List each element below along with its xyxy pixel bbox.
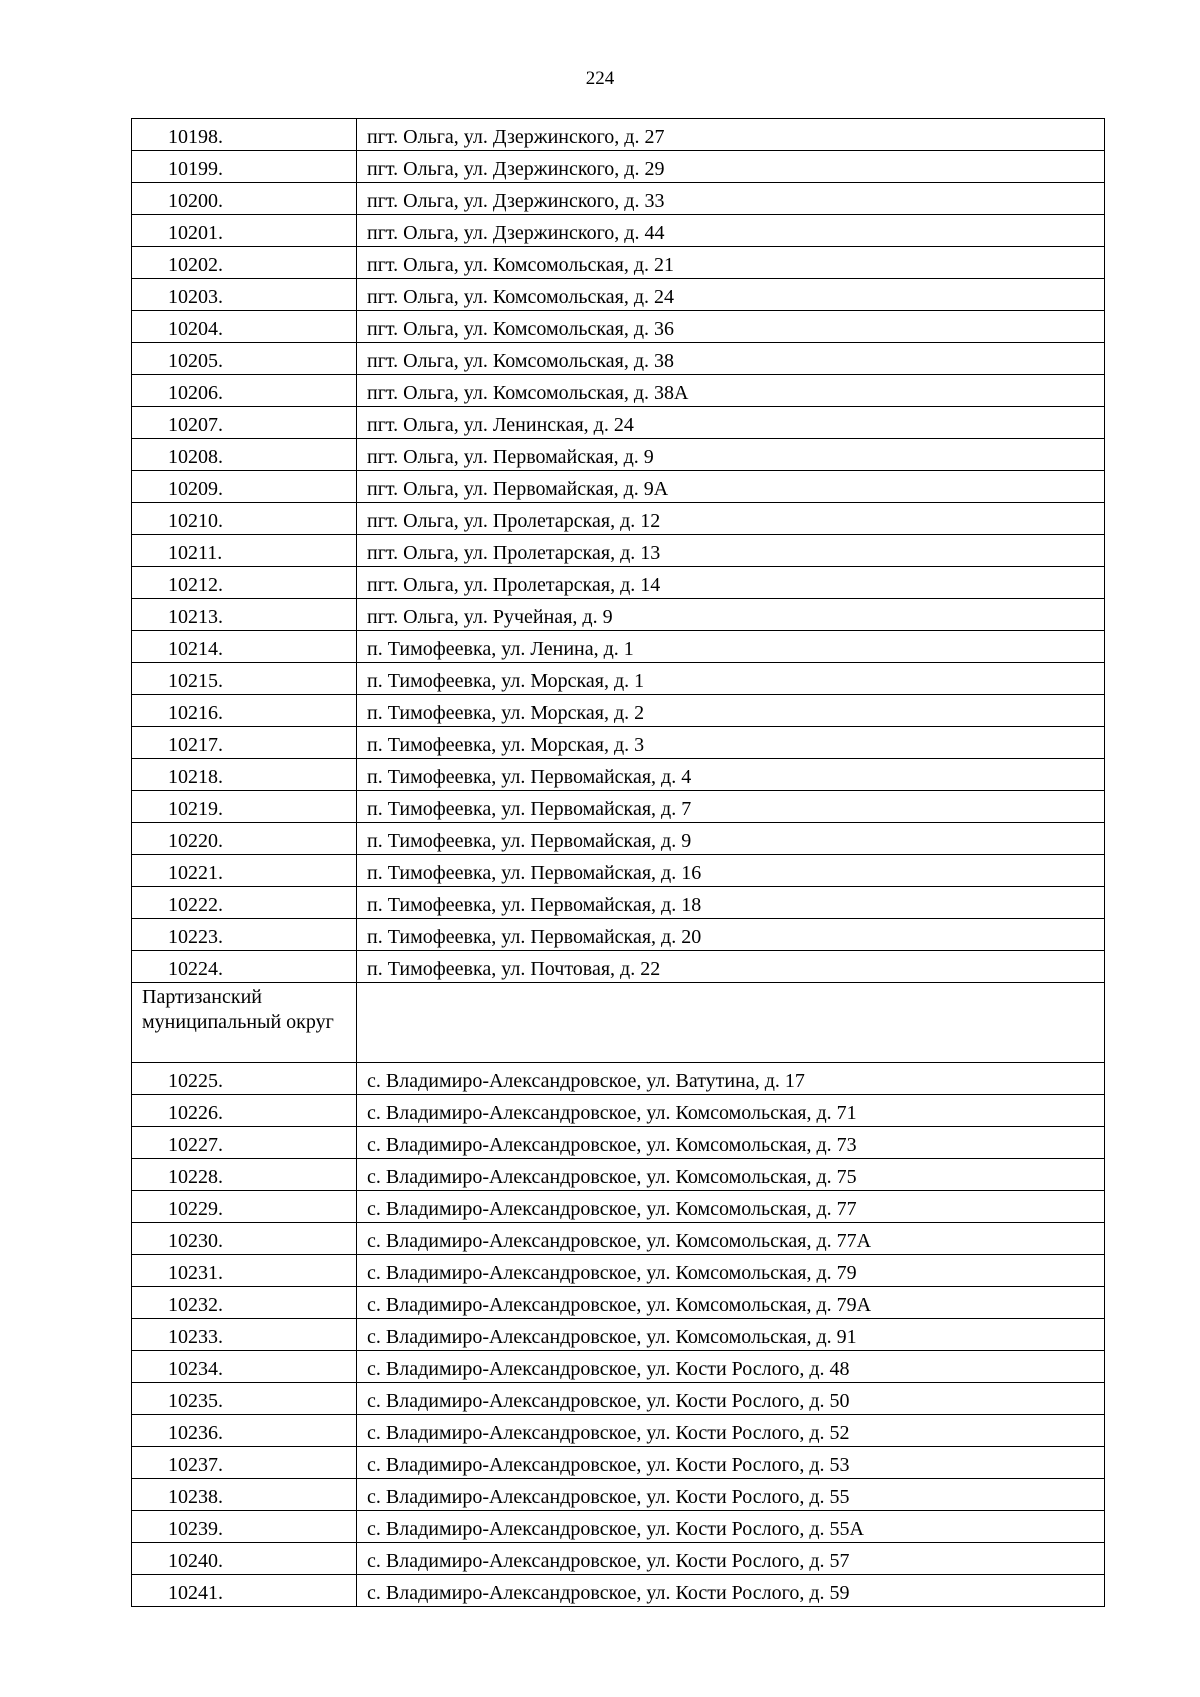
table-row: [132, 407, 1105, 439]
row-address: с. Владимиро-Александровское, ул. Кости Рослого, д. 50: [357, 1383, 1105, 1415]
row-number: 10207.: [132, 407, 357, 439]
row-number: 10210.: [132, 503, 357, 535]
row-number: 10220.: [132, 823, 357, 855]
table-row: [132, 791, 1105, 823]
table-row: [132, 1383, 1105, 1415]
row-number: 10235.: [132, 1383, 357, 1415]
row-number: 10237.: [132, 1447, 357, 1479]
table-row: [132, 1063, 1105, 1095]
row-address: п. Тимофеевка, ул. Почтовая, д. 22: [357, 951, 1105, 983]
row-number: 10233.: [132, 1319, 357, 1351]
row-address: с. Владимиро-Александровское, ул. Комсомольская, д. 77А: [357, 1223, 1105, 1255]
row-address: п. Тимофеевка, ул. Ленина, д. 1: [357, 631, 1105, 663]
table-row: [132, 1575, 1105, 1607]
table-row: [132, 887, 1105, 919]
row-address: пгт. Ольга, ул. Комсомольская, д. 38А: [357, 375, 1105, 407]
section-address-cell: [357, 983, 1105, 1063]
row-address: п. Тимофеевка, ул. Первомайская, д. 16: [357, 855, 1105, 887]
row-number: 10219.: [132, 791, 357, 823]
row-address: с. Владимиро-Александровское, ул. Ватутина, д. 17: [357, 1063, 1105, 1095]
row-number: 10212.: [132, 567, 357, 599]
row-address: пгт. Ольга, ул. Комсомольская, д. 21: [357, 247, 1105, 279]
table-row: [132, 1351, 1105, 1383]
row-number: 10223.: [132, 919, 357, 951]
row-number: 10211.: [132, 535, 357, 567]
table-row: [132, 567, 1105, 599]
row-number: 10208.: [132, 439, 357, 471]
table-row: [132, 119, 1105, 151]
table-row: [132, 439, 1105, 471]
row-address: пгт. Ольга, ул. Первомайская, д. 9А: [357, 471, 1105, 503]
row-address: п. Тимофеевка, ул. Первомайская, д. 4: [357, 759, 1105, 791]
address-rows-group-a: [132, 119, 1105, 983]
row-number: 10213.: [132, 599, 357, 631]
row-number: 10205.: [132, 343, 357, 375]
row-number: 10198.: [132, 119, 357, 151]
section-label: Партизанский муниципальный округ: [132, 983, 357, 1063]
table-row: [132, 215, 1105, 247]
table-row: [132, 727, 1105, 759]
row-number: 10240.: [132, 1543, 357, 1575]
row-number: 10204.: [132, 311, 357, 343]
row-number: 10239.: [132, 1511, 357, 1543]
table-row: [132, 279, 1105, 311]
section-row: [132, 983, 1105, 1063]
table-row: [132, 1511, 1105, 1543]
table-row: [132, 1319, 1105, 1351]
table-row: [132, 759, 1105, 791]
row-address: п. Тимофеевка, ул. Морская, д. 2: [357, 695, 1105, 727]
row-number: 10230.: [132, 1223, 357, 1255]
row-address: пгт. Ольга, ул. Дзержинского, д. 33: [357, 183, 1105, 215]
row-address: с. Владимиро-Александровское, ул. Кости Рослого, д. 55: [357, 1479, 1105, 1511]
table-row: [132, 1127, 1105, 1159]
row-number: 10214.: [132, 631, 357, 663]
row-address: пгт. Ольга, ул. Ленинская, д. 24: [357, 407, 1105, 439]
table-row: [132, 247, 1105, 279]
table-row: [132, 1095, 1105, 1127]
row-number: 10236.: [132, 1415, 357, 1447]
row-address: п. Тимофеевка, ул. Первомайская, д. 18: [357, 887, 1105, 919]
table-row: [132, 1447, 1105, 1479]
row-number: 10238.: [132, 1479, 357, 1511]
table-row: [132, 919, 1105, 951]
section-group: [132, 983, 1105, 1063]
row-number: 10227.: [132, 1127, 357, 1159]
row-number: 10225.: [132, 1063, 357, 1095]
row-number: 10202.: [132, 247, 357, 279]
row-address: пгт. Ольга, ул. Пролетарская, д. 13: [357, 535, 1105, 567]
row-address: с. Владимиро-Александровское, ул. Комсомольская, д. 79: [357, 1255, 1105, 1287]
table-row: [132, 535, 1105, 567]
row-address: п. Тимофеевка, ул. Морская, д. 1: [357, 663, 1105, 695]
row-address: с. Владимиро-Александровское, ул. Комсомольская, д. 91: [357, 1319, 1105, 1351]
table-row: [132, 1287, 1105, 1319]
row-address: пгт. Ольга, ул. Первомайская, д. 9: [357, 439, 1105, 471]
table-row: [132, 183, 1105, 215]
table-row: [132, 1191, 1105, 1223]
row-number: 10200.: [132, 183, 357, 215]
row-number: 10203.: [132, 279, 357, 311]
row-number: 10232.: [132, 1287, 357, 1319]
row-address: пгт. Ольга, ул. Комсомольская, д. 36: [357, 311, 1105, 343]
row-address: пгт. Ольга, ул. Дзержинского, д. 44: [357, 215, 1105, 247]
row-number: 10209.: [132, 471, 357, 503]
row-number: 10222.: [132, 887, 357, 919]
table-row: [132, 631, 1105, 663]
row-number: 10216.: [132, 695, 357, 727]
row-number: 10229.: [132, 1191, 357, 1223]
row-address: пгт. Ольга, ул. Ручейная, д. 9: [357, 599, 1105, 631]
row-number: 10201.: [132, 215, 357, 247]
table-row: [132, 1479, 1105, 1511]
row-number: 10231.: [132, 1255, 357, 1287]
row-address: пгт. Ольга, ул. Дзержинского, д. 29: [357, 151, 1105, 183]
row-number: 10228.: [132, 1159, 357, 1191]
row-number: 10215.: [132, 663, 357, 695]
row-number: 10206.: [132, 375, 357, 407]
table-row: [132, 151, 1105, 183]
row-address: с. Владимиро-Александровское, ул. Комсомольская, д. 75: [357, 1159, 1105, 1191]
row-number: 10241.: [132, 1575, 357, 1607]
row-address: п. Тимофеевка, ул. Первомайская, д. 9: [357, 823, 1105, 855]
row-address: с. Владимиро-Александровское, ул. Комсомольская, д. 77: [357, 1191, 1105, 1223]
table-row: [132, 1415, 1105, 1447]
table-row: [132, 1255, 1105, 1287]
row-number: 10226.: [132, 1095, 357, 1127]
row-number: 10218.: [132, 759, 357, 791]
table-row: [132, 1159, 1105, 1191]
row-address: п. Тимофеевка, ул. Морская, д. 3: [357, 727, 1105, 759]
row-address: с. Владимиро-Александровское, ул. Кости Рослого, д. 52: [357, 1415, 1105, 1447]
row-address: с. Владимиро-Александровское, ул. Кости Рослого, д. 59: [357, 1575, 1105, 1607]
row-address: пгт. Ольга, ул. Комсомольская, д. 24: [357, 279, 1105, 311]
table-row: [132, 503, 1105, 535]
row-address: с. Владимиро-Александровское, ул. Комсомольская, д. 73: [357, 1127, 1105, 1159]
table-row: [132, 823, 1105, 855]
table-row: [132, 695, 1105, 727]
row-address: с. Владимиро-Александровское, ул. Кости Рослого, д. 53: [357, 1447, 1105, 1479]
table-row: [132, 663, 1105, 695]
table-row: [132, 951, 1105, 983]
address-rows-group-b: [132, 1063, 1105, 1607]
row-address: пгт. Ольга, ул. Пролетарская, д. 14: [357, 567, 1105, 599]
row-address: пгт. Ольга, ул. Пролетарская, д. 12: [357, 503, 1105, 535]
table-row: [132, 375, 1105, 407]
row-address: с. Владимиро-Александровское, ул. Кости Рослого, д. 55А: [357, 1511, 1105, 1543]
row-address: п. Тимофеевка, ул. Первомайская, д. 20: [357, 919, 1105, 951]
row-address: с. Владимиро-Александровское, ул. Комсомольская, д. 79А: [357, 1287, 1105, 1319]
table-row: [132, 1223, 1105, 1255]
table-row: [132, 855, 1105, 887]
row-address: пгт. Ольга, ул. Комсомольская, д. 38: [357, 343, 1105, 375]
row-number: 10221.: [132, 855, 357, 887]
table-row: [132, 343, 1105, 375]
row-number: 10234.: [132, 1351, 357, 1383]
row-address: с. Владимиро-Александровское, ул. Кости Рослого, д. 48: [357, 1351, 1105, 1383]
table-row: [132, 471, 1105, 503]
row-number: 10224.: [132, 951, 357, 983]
row-address: п. Тимофеевка, ул. Первомайская, д. 7: [357, 791, 1105, 823]
row-address: с. Владимиро-Александровское, ул. Кости Рослого, д. 57: [357, 1543, 1105, 1575]
row-address: с. Владимиро-Александровское, ул. Комсомольская, д. 71: [357, 1095, 1105, 1127]
table-row: [132, 311, 1105, 343]
page-number: 224: [585, 68, 615, 89]
row-number: 10217.: [132, 727, 357, 759]
row-number: 10199.: [132, 151, 357, 183]
address-table: [131, 118, 1105, 1607]
table-row: [132, 1543, 1105, 1575]
table-row: [132, 599, 1105, 631]
row-address: пгт. Ольга, ул. Дзержинского, д. 27: [357, 119, 1105, 151]
